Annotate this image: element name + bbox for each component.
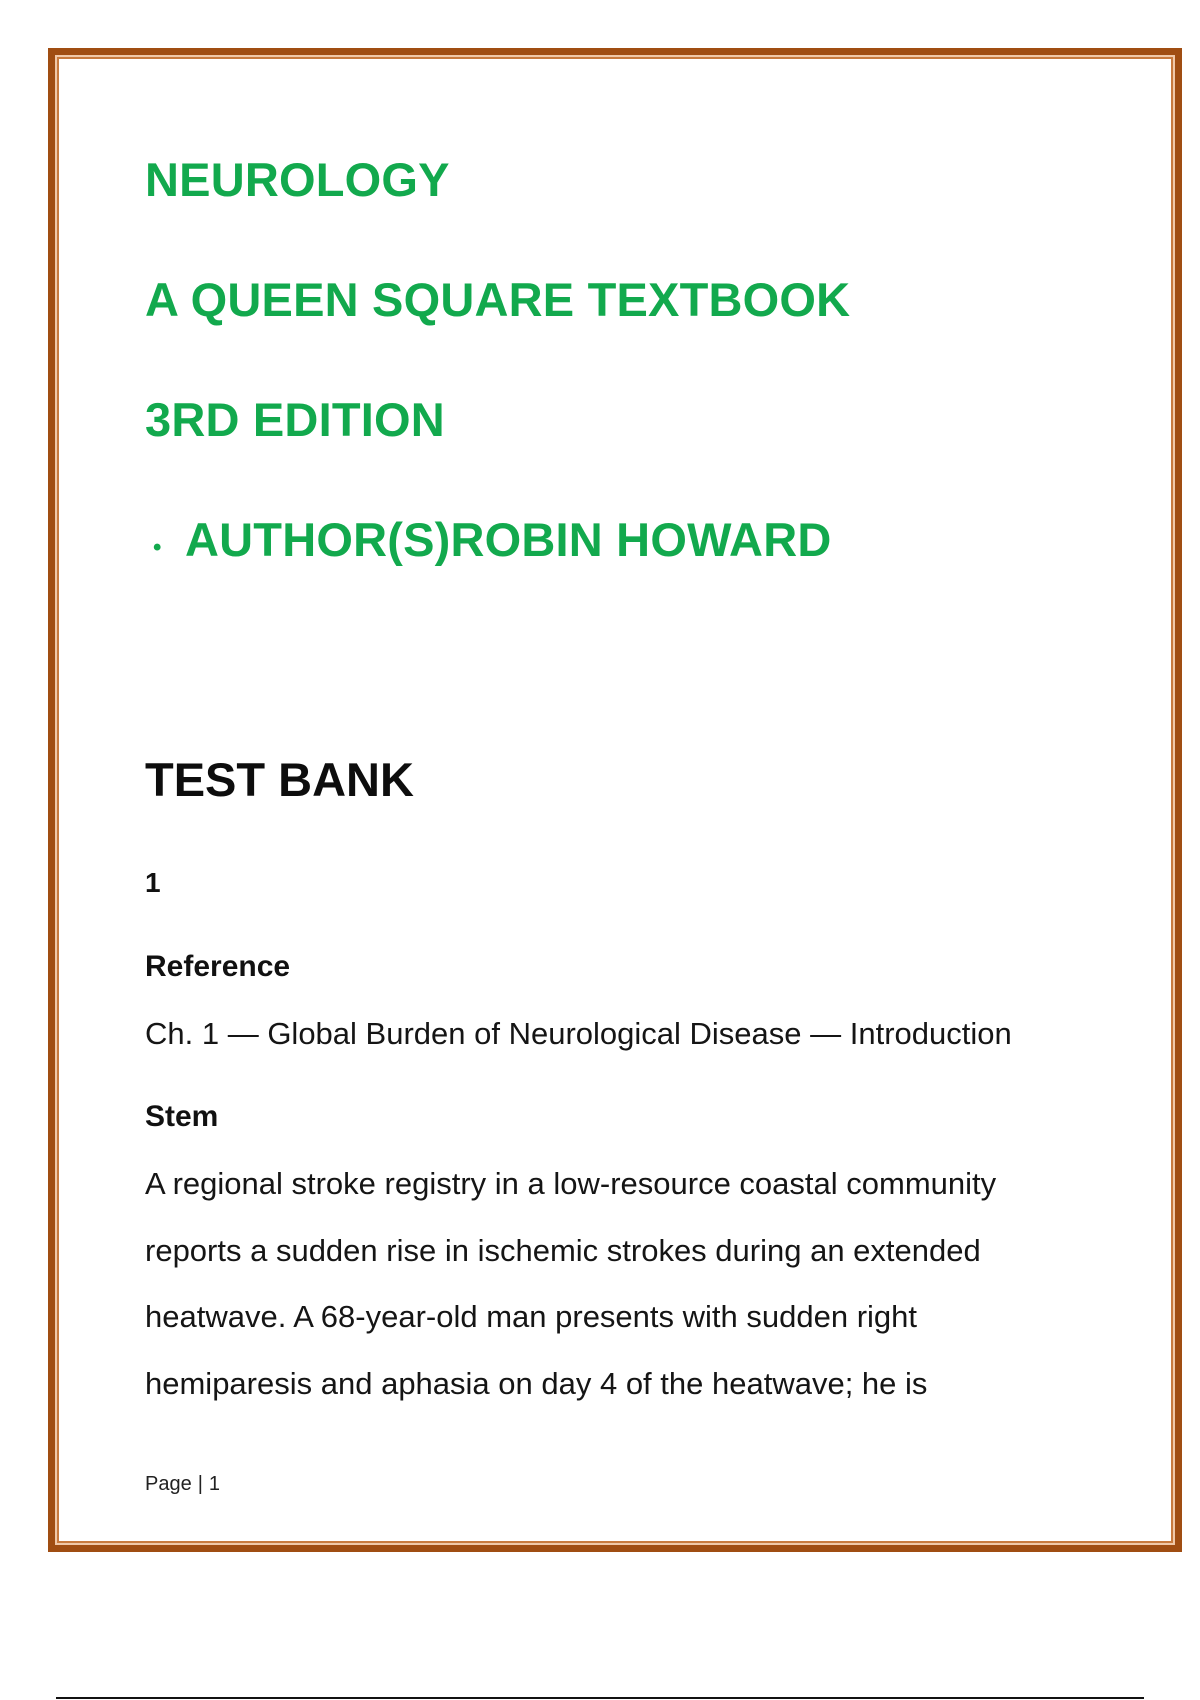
bullet-icon: • xyxy=(153,534,162,561)
stem-line: hemiparesis and aphasia on day 4 of the heatwave; he is xyxy=(145,1366,928,1401)
book-title: NEUROLOGY xyxy=(145,153,450,206)
stem-line: reports a sudden rise in ischemic strokes during an extended xyxy=(145,1233,981,1268)
page-label: Page xyxy=(145,1473,192,1495)
edition-label: 3RD EDITION xyxy=(145,393,445,446)
book-subtitle: A QUEEN SQUARE TEXTBOOK xyxy=(145,273,851,326)
page-footer xyxy=(145,1473,220,1496)
stem-heading: Stem xyxy=(145,1100,219,1133)
question-number: 1 xyxy=(145,867,161,898)
bottom-rule xyxy=(56,1697,1144,1699)
footer-separator: | xyxy=(197,1473,203,1495)
stem-line: A regional stroke registry in a low-resource coastal community xyxy=(145,1166,997,1201)
author-text: AUTHOR(S)ROBIN HOWARD xyxy=(185,513,832,566)
author-line xyxy=(153,512,832,567)
test-bank-heading: TEST BANK xyxy=(145,753,414,806)
reference-text: Ch. 1 — Global Burden of Neurological Disease — Introduction xyxy=(145,1016,1012,1051)
reference-heading: Reference xyxy=(145,950,291,983)
stem-line: heatwave. A 68-year-old man presents with sudden right xyxy=(145,1299,918,1334)
page-number: 1 xyxy=(208,1473,221,1495)
